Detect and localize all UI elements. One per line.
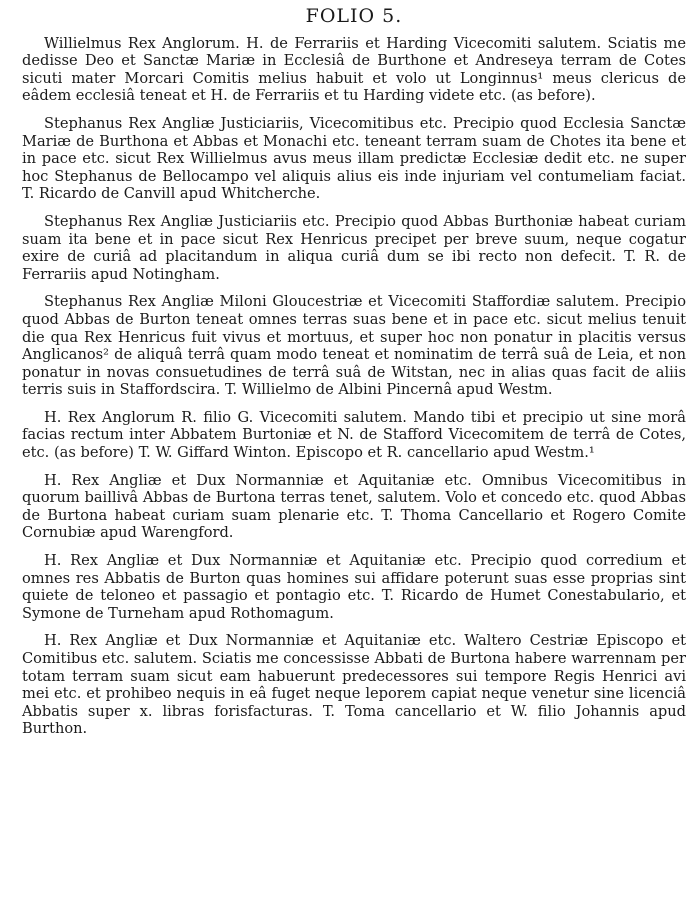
charter-paragraph-4: Stephanus Rex Angliæ Miloni Gloucestriæ et Vicecomiti Staffordiæ salutem. Precipio quod Abbas de Burton teneat omnes terras suas bene et in pace etc. sicut melius tenuit die qua Rex Henricus fuit vivus et mortuus, et super hoc non ponatur in placitis versus Anglicanos² de aliquâ terrâ quam modo teneat et nominatim de terrâ suâ de Leia, et non ponatur in novas consuetudines de terrâ suâ de Witstan, nec in alias quas facit de aliis terris suis in Staffordscira. T. Willielmo de Albini Pincernâ apud Westm. xyxy=(22,293,686,399)
charter-paragraph-2: Stephanus Rex Angliæ Justiciariis, Vicecomitibus etc. Precipio quod Ecclesia Sanctæ Mariæ de Burthona et Abbas et Monachi etc. teneant terram suam de Chotes ita bene et in pace etc. sicut Rex Willielmus avus meus illam predictæ Ecclesiæ dedit etc. ne super hoc Stephanus de Bellocampo vel aliquis alius eis inde injuriam vel contumeliam faciat. T. Ricardo de Canvill apud Whitcherche. xyxy=(22,114,686,203)
charter-paragraph-5: H. Rex Anglorum R. filio G. Vicecomiti salutem. Mando tibi et precipio ut sine morâ facias rectum inter Abbatem Burtoniæ et N. de Stafford Vicecomitem de terrâ de Cotes, etc. (as before) T. W. Giffard Winton. Episcopo et R. cancellario apud Westm.¹ xyxy=(22,408,686,462)
charter-paragraph-7: H. Rex Angliæ et Dux Normanniæ et Aquitaniæ etc. Precipio quod corredium et omnes res Abbatis de Burton quas homines sui affidare poterunt suas esse proprias sint quiete de teloneo et passagio et pontagio etc. T. Ricardo de Humet Conestabulario, et Symone de Turneham apud Rothomagum. xyxy=(22,552,686,622)
page-title: FOLIO 5. xyxy=(305,5,403,27)
charter-paragraph-1: Willielmus Rex Anglorum. H. de Ferrariis et Harding Vicecomiti salutem. Sciatis me dedisse Deo et Sanctæ Mariæ in Ecclesiâ de Burthone et Andreseya terram de Cotes sicuti mater Morcari Comitis melius habuit et volo ut Longinnus¹ meus clericus de eâdem ecclesiâ teneat et H. de Ferrariis et tu Harding videte etc. (as before). xyxy=(22,34,686,105)
charter-paragraph-6: H. Rex Angliæ et Dux Normanniæ et Aquitaniæ etc. Omnibus Vicecomitibus in quorum baillivâ Abbas de Burtona terras tenet, salutem. Volo et concedo etc. quod Abbas de Burtona habeat curiam suam plenarie etc. T. Thoma Cancellario et Rogero Comite Cornubiæ apud Warengford. xyxy=(22,471,686,542)
charter-paragraph-8: H. Rex Angliæ et Dux Normanniæ et Aquitaniæ etc. Waltero Cestriæ Episcopo et Comitibus etc. salutem. Sciatis me concessisse Abbati de Burtona habere warrennam per totam terram suam sicut eam habuerunt predecessores sui tempore Regis Henrici avi mei etc. et prohibeo nequis in eâ fuget neque leporem capiat neque venetur sine licenciâ Abbatis super x. libras forisfacturas. T. Toma cancellario et W. filio Johannis apud Burthon. xyxy=(22,632,686,738)
document-page xyxy=(22,5,686,748)
charter-paragraph-3: Stephanus Rex Angliæ Justiciariis etc. Precipio quod Abbas Burthoniæ habeat curiam suam ita bene et in pace sicut Rex Henricus precipet per breve suum, neque cogatur exire de curiâ ad placitandum in aliqua curiâ dum se ibi recto non defecit. T. R. de Ferrariis apud Notingham. xyxy=(22,212,686,283)
